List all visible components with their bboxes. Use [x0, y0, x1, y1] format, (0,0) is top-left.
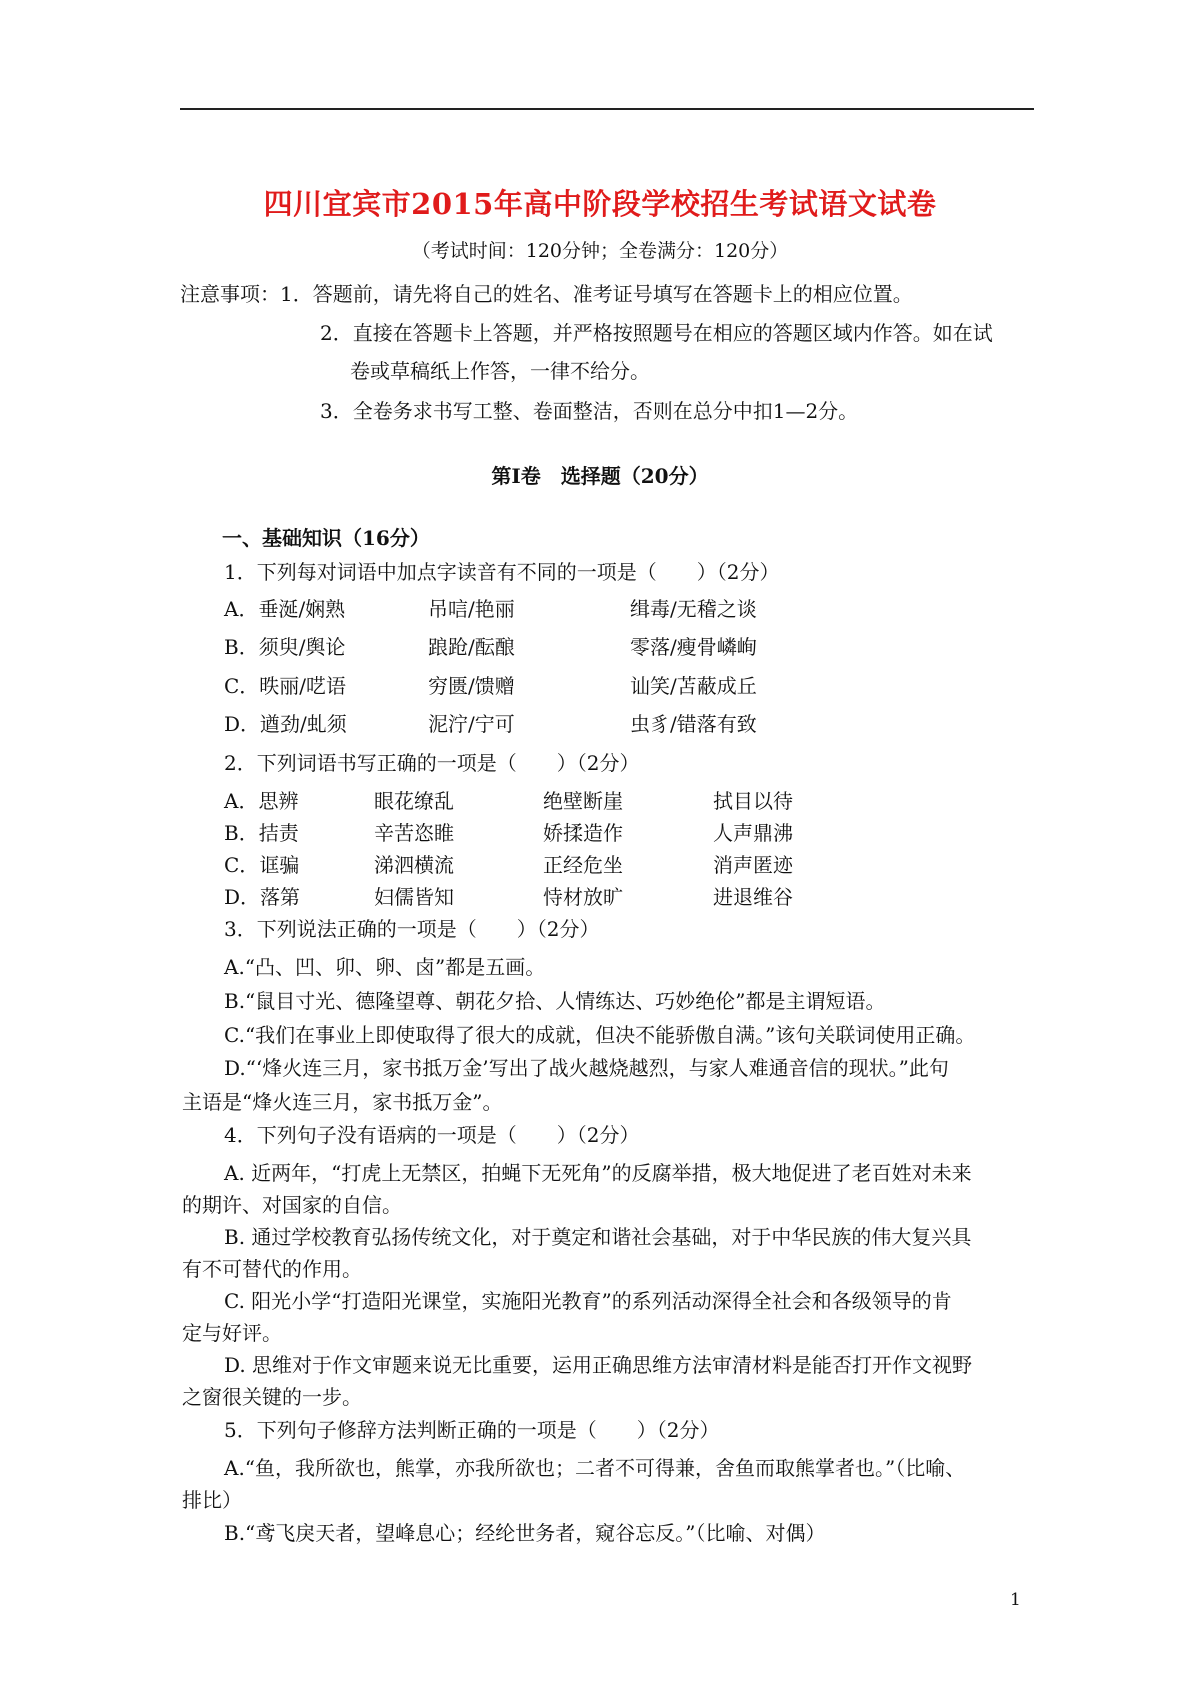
option-cell: 涕泗横流 — [374, 853, 454, 877]
option-cell: 消声匿迹 — [713, 853, 793, 877]
option-cell: 缉毒/无稽之谈 — [630, 597, 757, 621]
option-line: 排比） — [182, 1488, 242, 1512]
option-cell: 穷匮/馈赠 — [428, 674, 515, 698]
question-stem: 4．下列句子没有语病的一项是（ ）（2分） — [224, 1123, 640, 1147]
option-line: A. 近两年，“打虎上无禁区，拍蝇下无死角”的反腐举措，极大地促进了老百姓对未来 — [224, 1161, 972, 1185]
part-title: 第Ⅰ卷 选择题（20分） — [491, 464, 709, 488]
option-cell: 绝壁断崖 — [543, 789, 623, 813]
option-cell: C．昳丽/呓语 — [224, 674, 347, 698]
option-line: D.“‘烽火连三月，家书抵万金’写出了战火越烧越烈，与家人难通音信的现状。”此句 — [224, 1056, 949, 1080]
exam-info: （考试时间：120分钟；全卷满分：120分） — [411, 240, 789, 262]
option-line: D. 思维对于作文审题来说无比重要，运用正确思维方法审清材料是能否打开作文视野 — [224, 1353, 973, 1377]
option-cell: 娇揉造作 — [543, 821, 623, 845]
option-cell: 零落/瘦骨嶙峋 — [630, 635, 757, 659]
option-line: 有不可替代的作用。 — [182, 1257, 362, 1281]
option-line: 之窗很关键的一步。 — [182, 1385, 362, 1409]
header-rule — [180, 108, 1034, 110]
question-stem: 2．下列词语书写正确的一项是（ ）（2分） — [224, 751, 640, 775]
option-cell: 妇儒皆知 — [374, 885, 454, 909]
option-line: 主语是“烽火连三月，家书抵万金”。 — [182, 1090, 503, 1114]
option-cell: 正经危坐 — [543, 853, 623, 877]
option-cell: 恃材放旷 — [543, 885, 623, 909]
option-line: B.“鸢飞戾天者，望峰息心；经纶世务者，窥谷忘反。”（比喻、对偶） — [224, 1521, 826, 1545]
option-line: C. 阳光小学“打造阳光课堂，实施阳光教育”的系列活动深得全社会和各级领导的肯 — [224, 1289, 952, 1313]
question-stem: 1．下列每对词语中加点字读音有不同的一项是（ ）（2分） — [224, 560, 780, 584]
question-stem: 3．下列说法正确的一项是（ ）（2分） — [224, 917, 600, 941]
notice-line: 2．直接在答题卡上答题，并严格按照题号在相应的答题区域内作答。如在试 — [320, 321, 993, 345]
section-title: 一、基础知识（16分） — [222, 526, 430, 550]
option-line: B.“鼠目寸光、德隆望尊、朝花夕拾、人情练达、巧妙绝伦”都是主谓短语。 — [224, 989, 886, 1013]
option-cell: A．思辨 — [224, 789, 299, 813]
notice-line: 卷或草稿纸上作答，一律不给分。 — [350, 359, 650, 383]
option-cell: 泥泞/宁可 — [428, 712, 515, 736]
page-number: 1 — [1010, 1590, 1021, 1610]
option-cell: 眼花缭乱 — [374, 789, 454, 813]
page-title: 四川宜宾市2015年高中阶段学校招生考试语文试卷 — [263, 187, 937, 221]
option-line: 定与好评。 — [182, 1321, 282, 1345]
option-cell: 人声鼎沸 — [713, 821, 793, 845]
option-cell: D．遒劲/虬须 — [224, 712, 347, 736]
option-cell: 虫豸/错落有致 — [630, 712, 757, 736]
notice-line: 注意事项：1．答题前，请先将自己的姓名、准考证号填写在答题卡上的相应位置。 — [180, 282, 913, 306]
option-cell: D．落第 — [224, 885, 301, 909]
option-line: A.“鱼，我所欲也，熊掌，亦我所欲也；二者不可得兼，舍鱼而取熊掌者也。”（比喻、 — [224, 1456, 966, 1480]
option-line: 的期许、对国家的自信。 — [182, 1193, 402, 1217]
option-line: A.“凸、凹、卯、卵、卤”都是五画。 — [224, 955, 546, 979]
question-stem: 5．下列句子修辞方法判断正确的一项是（ ）（2分） — [224, 1418, 720, 1442]
option-line: B. 通过学校教育弘扬传统文化，对于奠定和谐社会基础，对于中华民族的伟大复兴具 — [224, 1225, 972, 1249]
option-cell: A．垂涎/娴熟 — [224, 597, 346, 621]
option-cell: 讪笑/苫蔽成丘 — [630, 674, 757, 698]
option-cell: B．须臾/舆论 — [224, 635, 346, 659]
option-cell: 辛苦恣睢 — [374, 821, 454, 845]
option-cell: B．拮责 — [224, 821, 299, 845]
option-cell: 吊唁/艳丽 — [428, 597, 515, 621]
notice-line: 3．全卷务求书写工整、卷面整洁，否则在总分中扣1—2分。 — [320, 399, 859, 423]
option-line: C.“我们在事业上即使取得了很大的成就，但决不能骄傲自满。”该句关联词使用正确。 — [224, 1023, 976, 1047]
option-cell: C．诓骗 — [224, 853, 300, 877]
option-cell: 进退维谷 — [713, 885, 793, 909]
option-cell: 踉跄/酝酿 — [428, 635, 515, 659]
option-cell: 拭目以待 — [713, 789, 793, 813]
